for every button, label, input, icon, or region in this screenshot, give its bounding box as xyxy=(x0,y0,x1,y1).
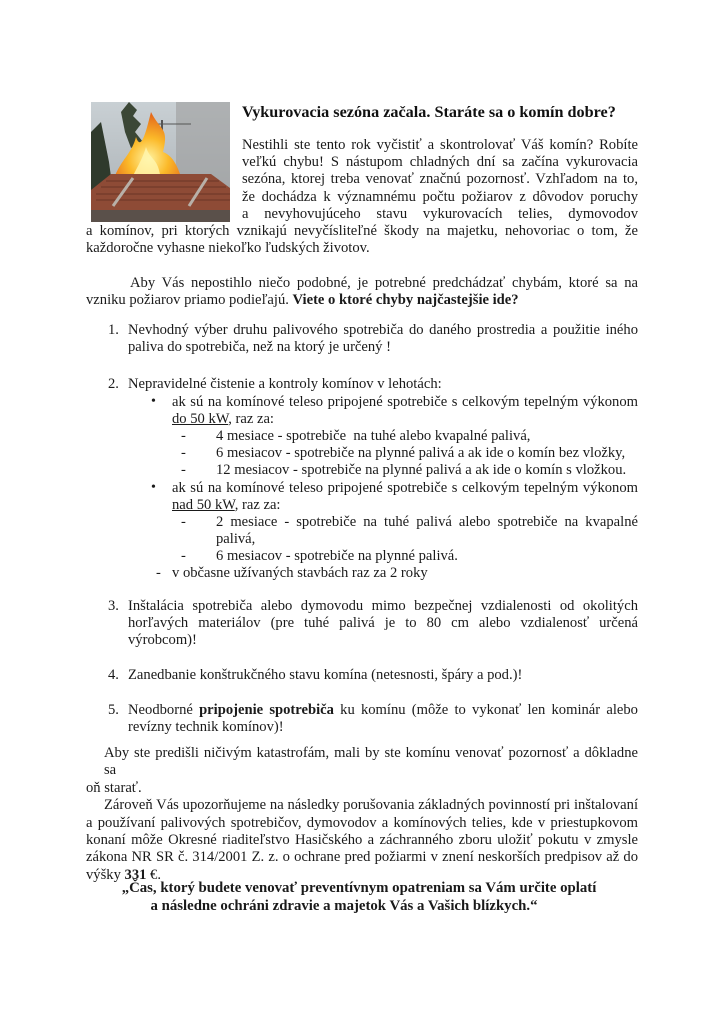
sub-line: 2 mesiace - spotrebiče na tuhé palivá alebo spotrebiče na kvapalné xyxy=(216,514,638,530)
item-number: 3. xyxy=(108,598,119,614)
closing-line: Aby ste predišli ničivým katastrofám, mali by ste komínu venovať pozornosť a dôkladne sa xyxy=(104,745,638,779)
sub-item xyxy=(216,514,638,548)
para-line: Aby Vás nepostihlo niečo podobné, je potrebné predchádzať chybám, ktoré sa na xyxy=(130,275,638,291)
sub-item xyxy=(216,428,638,445)
intro-line: že dochádza k významnému počtu požiarov z dôvodov poruchy xyxy=(242,188,638,205)
closing-text: €. xyxy=(146,866,161,883)
power-threshold: do 50 kW xyxy=(172,411,229,428)
intro-paragraph xyxy=(242,137,638,223)
list-item xyxy=(128,598,638,650)
closing-paragraphs xyxy=(86,745,638,884)
sub-line: 4 mesiace - spotrebiče na tuhé alebo kvapalné palivá, xyxy=(216,428,531,444)
item-bold: pripojenie spotrebiča xyxy=(199,702,334,718)
item-text: ku komínu (môže to vykonať len kominár alebo xyxy=(333,702,638,718)
item-line: Zanedbanie konštrukčného stavu komína (netesnosti, špáry a pod.)! xyxy=(128,667,523,683)
sub-item xyxy=(216,548,638,565)
bullet-item xyxy=(172,480,638,514)
intro-line: a komínov, pri ktorých vznikajú nevyčísliteľné škody na majetku, nehovoriac o tom, že xyxy=(86,223,638,239)
sub-line: 12 mesiacov - spotrebiče na plynné palivá a ak ide o komín s vložkou. xyxy=(216,462,627,478)
item-number: 5. xyxy=(108,702,119,718)
para-text: vzniku požiarov priamo podieľajú. xyxy=(86,292,293,309)
bullet-item xyxy=(172,394,638,428)
sub-item xyxy=(216,445,638,462)
dash-icon: - xyxy=(181,462,186,478)
bullet-icon: • xyxy=(151,394,156,409)
bullet-icon: • xyxy=(151,480,156,495)
dash-icon: - xyxy=(181,514,186,530)
item-line: Nepravidelné čistenie a kontroly komínov v lehotách: xyxy=(128,376,442,392)
page-title: Vykurovacia sezóna začala. Staráte sa o komín dobre? xyxy=(242,103,616,121)
occasional-buildings: v občasne užívaných stavbách raz za 2 roky xyxy=(172,565,428,581)
quote-line: a následne ochráni zdravie a majetok Vás a Vašich blízkych.“ xyxy=(150,897,538,914)
list-item xyxy=(128,702,638,736)
item-number: 1. xyxy=(108,322,119,338)
bullet-line: ak sú na komínové teleso pripojené spotrebiče s celkovým tepelným výkonom xyxy=(172,480,638,496)
bullet-line: ak sú na komínové teleso pripojené spotrebiče s celkovým tepelným výkonom xyxy=(172,394,638,410)
list-item xyxy=(128,667,638,684)
item-line: výrobcom)! xyxy=(128,632,197,649)
sub-line: palivá, xyxy=(216,531,256,548)
intro-line: sezóna, ktorej treba venovať značnú pozornosť. Vzhľadom na to, xyxy=(242,171,638,188)
item-number: 2. xyxy=(108,376,119,392)
closing-line: a používaní palivových spotrebičov, dymovodov a komínových telies, kde v priestupkovom xyxy=(86,814,638,831)
closing-text: výšky xyxy=(86,866,125,883)
list-item xyxy=(128,376,638,393)
quote-line: „Čas, ktorý budete venovať preventívnym opatreniam sa Vám určite oplatí xyxy=(121,880,597,896)
list-item xyxy=(128,322,638,356)
dash-icon: - xyxy=(181,445,186,461)
question-bold: Viete o ktoré chyby najčastejšie ide? xyxy=(292,292,519,309)
closing-line: zákona NR SR č. 314/2001 Z. z. o ochrane pred požiarmi v znení neskorších predpisov až do xyxy=(86,849,638,866)
closing-line: konaní môže Okresné riaditeľstvo Hasičského a záchranného zboru uložiť pokutu v zmysle xyxy=(86,832,638,849)
fire-image-icon xyxy=(91,102,230,222)
question-paragraph xyxy=(86,275,638,309)
item-line: Inštalácia spotrebiča alebo dymovodu mimo bezpečnej vzdialenosti od okolitých xyxy=(128,598,638,614)
power-threshold: nad 50 kW xyxy=(172,497,235,514)
bullet-suffix: , raz za: xyxy=(228,411,274,428)
sub-line: 6 mesiacov - spotrebiče na plynné palivá a ak ide o komín bez vložky, xyxy=(216,445,626,461)
item-line: revízny technik komínov)! xyxy=(128,719,284,736)
sub-line: 6 mesiacov - spotrebiče na plynné palivá. xyxy=(216,548,458,564)
dash-icon: - xyxy=(181,428,186,444)
item-line: Nevhodný výber druhu palivového spotrebiča do daného prostredia a použitie iného xyxy=(128,322,638,338)
dash-icon: - xyxy=(156,565,161,581)
intro-line: veľkú chybu! S nástupom chladných dní sa začína vykurovacia xyxy=(242,154,638,171)
sub-item xyxy=(216,462,638,479)
burning-roof-photo xyxy=(91,102,230,222)
item-number: 4. xyxy=(108,667,119,683)
intro-line: Nestihli ste tento rok vyčistiť a skontrolovať Váš komín? Robíte xyxy=(242,137,638,153)
bullet-suffix: , raz za: xyxy=(234,497,281,514)
intro-continuation xyxy=(86,223,638,257)
item-text: Neodborné xyxy=(128,702,200,718)
intro-line: a nevyhovujúceho stavu vykurovacích telies, dymovodov xyxy=(242,205,638,222)
fine-amount: 331 xyxy=(124,866,147,883)
closing-line: Zároveň Vás upozorňujeme na následky porušovania základných povinností pri inštalovaní xyxy=(104,797,638,814)
dash-icon: - xyxy=(181,548,186,564)
intro-line: každoročne vyhasne niekoľko ľudských životov. xyxy=(86,240,370,257)
closing-quote xyxy=(0,880,724,916)
item-line: horľavých materiálov (pre tuhé palivá je to 80 cm alebo vzdialenosť určená xyxy=(128,615,638,632)
closing-line: oň starať. xyxy=(86,779,142,796)
item-line: paliva do spotrebiča, než na ktorý je určený ! xyxy=(128,339,391,356)
